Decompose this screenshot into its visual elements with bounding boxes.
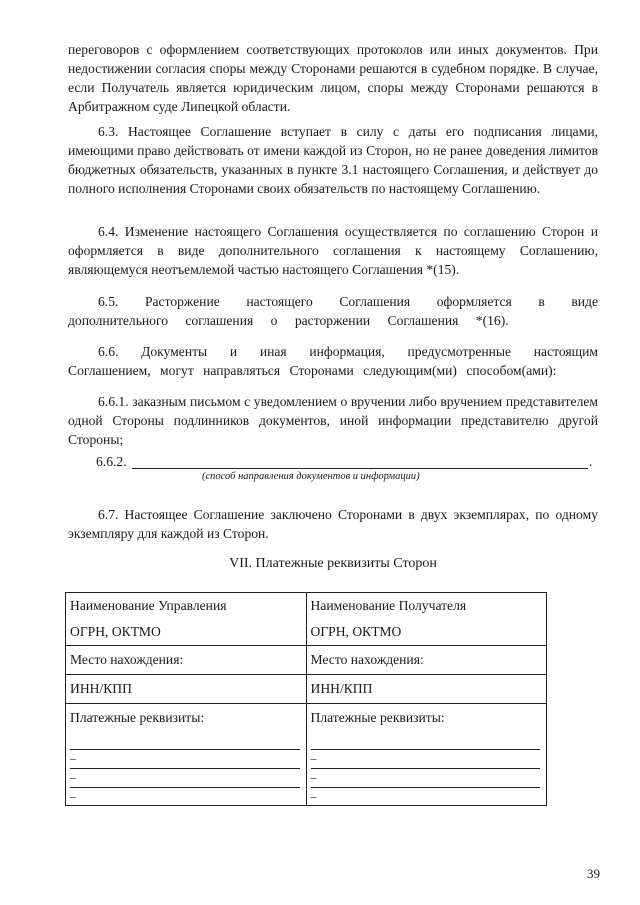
fill-in-line: [132, 468, 588, 469]
right-payment-label: Платежные реквизиты:: [310, 710, 445, 725]
paragraph-6-6: 6.6. Документы и иная информация, предусмотренные настоящим Соглашением, могут направляться Сторонами следующим(ми) способом(ами):: [68, 344, 598, 378]
table-cell: [66, 704, 307, 806]
dash-mark: –: [70, 770, 76, 784]
table-cell: [306, 593, 547, 646]
dash-mark: –: [70, 789, 76, 803]
fill-in-caption: (способ направления документов и информации): [202, 471, 420, 482]
paragraph-6-6-2-end: .: [589, 454, 593, 469]
paragraph-6-3: 6.3. Настоящее Соглашение вступает в силу с даты его подписания лицами, имеющими право действовать от имени каждой из Сторон, но не ранее доведения лимитов бюджетных обязательств, указанных в пункте 3.1 настоящего Соглашения, и действует до полного исполнения Сторонами своих обязательств по настоящему Соглашению.: [68, 124, 598, 196]
paragraph-6-5: 6.5. Расторжение настоящего Соглашения оформляется в виде дополнительного соглашения о расторжении Соглашения *(16).: [68, 294, 598, 328]
blank-line: [311, 732, 541, 750]
table-row: [66, 646, 547, 675]
table-row: [66, 704, 547, 806]
paragraph-6-2-continuation: переговоров с оформлением соответствующих протоколов или иных документов. При недостижении согласия споры между Сторонами решаются в судебном порядке. В случае, если Получатель является юридическим лицом, споры между Сторонами решаются в Арбитражном суде Липецкой области.: [68, 42, 598, 114]
blank-line: [70, 732, 300, 750]
left-location-label: Место нахождения:: [70, 652, 184, 667]
dash-mark: –: [310, 789, 317, 803]
table-cell: [66, 593, 307, 646]
right-name-label: Наименование Получателя: [310, 598, 467, 613]
dash-mark: –: [310, 751, 317, 765]
table-cell: [66, 646, 307, 675]
table-cell: [306, 646, 547, 675]
payment-details-table: [65, 592, 547, 806]
table-row: [66, 593, 547, 646]
paragraph-6-4: 6.4. Изменение настоящего Соглашения осуществляется по соглашению Сторон и оформляется в виде дополнительного соглашения к настоящему Соглашению, являющемуся неотъемлемой частью настоящего Соглашения *(15).: [68, 224, 598, 277]
paragraph-6-7: 6.7. Настоящее Соглашение заключено Сторонами в двух экземплярах, по одному экземпляру для каждой из Сторон.: [68, 507, 598, 541]
right-ogrn-label: ОГРН, ОКТМО: [310, 624, 402, 639]
table-cell: [306, 704, 547, 806]
page-number: 39: [587, 866, 600, 881]
paragraph-6-6-1: 6.6.1. заказным письмом с уведомлением о вручении либо вручением представителем одной Стороны подлинников документов, иной информации представителю другой Стороны;: [68, 394, 598, 447]
right-inn-label: ИНН/КПП: [310, 681, 373, 696]
left-name-label: Наименование Управления: [70, 598, 227, 613]
table-cell: [306, 675, 547, 704]
right-location-label: Место нахождения:: [310, 652, 424, 667]
left-ogrn-label: ОГРН, ОКТМО: [70, 624, 161, 639]
table-row: [66, 675, 547, 704]
dash-mark: –: [70, 751, 76, 765]
left-payment-label: Платежные реквизиты:: [70, 710, 205, 725]
paragraph-6-6-2-label: 6.6.2.: [96, 454, 127, 469]
left-inn-label: ИНН/КПП: [70, 681, 132, 696]
dash-mark: –: [310, 770, 317, 784]
section-heading: VII. Платежные реквизиты Сторон: [229, 556, 437, 571]
table-cell: [66, 675, 307, 704]
